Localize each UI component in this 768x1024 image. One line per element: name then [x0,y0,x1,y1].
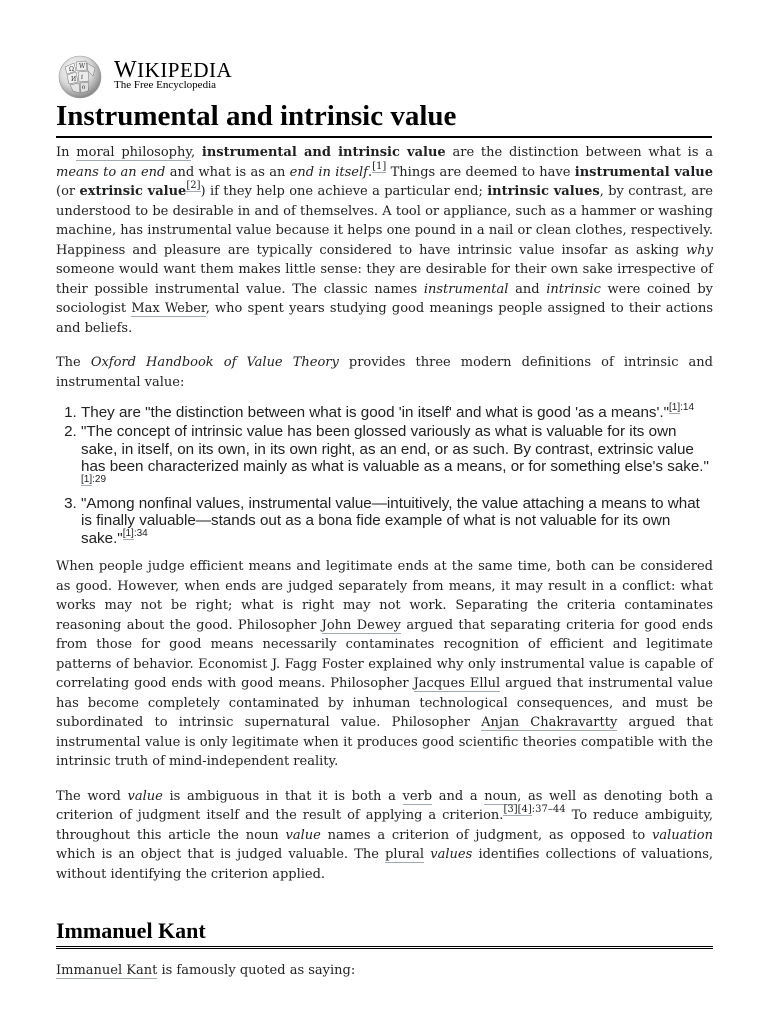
handbook-paragraph: The Oxford Handbook of Value Theory provides three modern definitions of intrinsic and instrumental value: [56,355,713,390]
article-body [56,143,713,996]
logo-glyph: Ω [69,66,74,73]
link-verb[interactable]: verb [402,788,433,804]
link-anjan-chakravartty[interactable]: Anjan Chakravartty [481,715,618,731]
intro-paragraph: In moral philosophy, instrumental and intrinsic value are the distinction between what is a means to an end and what is as an end in itself.[1] Things are deemed to have instrumental value (or extrinsic value[2]) if they help one achieve a particular end; intrinsic values, by contrast, are understood to be desirable in and of themselves. A tool or appliance, such as a hammer or washing machine, has instrumental value because it helps one pound in a nail or clean clothes, respectively. Happiness and pleasure are typically considered to have intrinsic value insofar as asking why someone would want them makes little sense: they are desirable for their own sake irrespective of their possible instrumental value. The classic names instrumental and intrinsic were coined by sociologist Max Weber, who spent years studying good meanings people assigned to their actions and beliefs. [56,145,714,336]
site-tagline: The Free Encyclopedia [114,79,217,91]
list-item: 3. "Among nonfinal values, instrumental value—intuitively, the value attaching a means to what is finally valuable—stands out as a bona fide example of what is not valuable for its own sake."$^{[1]:34}$ [81,495,713,547]
list-item: 1. They are "the distinction between what is good 'in itself' and what is good 'as a means'."$^{[1]:14}$ [81,404,713,421]
link-max-weber[interactable]: Max Weber [131,301,206,316]
kant-paragraph: Immanuel Kant is famously quoted as saying: [56,963,356,979]
logo-glyph: W [79,63,86,70]
definitions-list [56,404,713,547]
citation-ref-1[interactable]: [1] [372,160,387,172]
link-immanuel-kant[interactable]: Immanuel Kant [56,963,158,979]
citation-ref-1[interactable]: [1] [122,527,134,539]
citation-ref-3[interactable]: [3] [503,804,518,816]
citation-ref-1[interactable]: [1] [81,473,93,485]
link-moral-philosophy[interactable]: moral philosophy [76,145,191,160]
logo-glyph: И [71,76,77,83]
citation-ref-4[interactable]: [4] [517,804,532,816]
page-title: Instrumental and intrinsic value [56,96,712,138]
citation-ref-2[interactable]: [2] [186,180,201,191]
wordmark-rest: IKIPEDIA [137,58,233,82]
link-plural[interactable]: plural [385,847,425,863]
link-john-dewey[interactable]: John Dewey [321,617,402,633]
link-jacques-ellul[interactable]: Jacques Ellul [413,676,501,692]
judge-paragraph: When people judge efficient means and legitimate ends at the same time, both can be considered as good. However, when ends are judged separately from means, it may result in a conflict: what works may not be right; what is right may not work. Separating the criteria contaminates reasoning about the good. Philosopher John Dewey argued that separating criteria for good ends from those for good means necessarily contaminates recognition of efficient and legitimate patterns of behavior. Economist J. Fagg Foster explained why only instrumental value is capable of correlating good ends with good means. Philosopher Jacques Ellul argued that instrumental value has become completely contaminated by inhuman technological consequences, and must be subordinated to intrinsic supernatural value. Philosopher Anjan Chakravartty argued that instrumental value is only legitimate when it produces good scientific theories compatible with the intrinsic truth of mind-independent reality. [56,559,714,770]
logo-glyph: ი [82,84,86,91]
word-value-paragraph: The word value is ambiguous in that it is both a verb and a noun, as well as denoting both a criterion of judgment itself and the result of applying a criterion.$^{[3][4]:37-44}$ To reduce ambiguity, throughout this article the noun value names a criterion of judgment, as opposed to valuation which is an object that is judged valuable. The plural values identifies collections of valuations, without identifying the criterion applied. [56,788,713,882]
section-heading-immanuel-kant: Immanuel Kant [56,916,713,949]
list-item: 2. "The concept of intrinsic value has been glossed variously as what is valuable for its own sake, in itself, on its own, in its own right, as an end, or as such. By contrast, extrinsic value has been characterized mainly as what is valuable as a means, or for something else's sake."$^{[1]:29}$ [81,423,713,493]
link-noun[interactable]: noun [484,788,518,804]
wikipedia-globe-logo[interactable] [56,53,104,99]
logo-glyph: វ [81,74,83,81]
citation-ref-1[interactable]: [1] [669,402,681,413]
wordmark-initial: W [114,57,138,83]
